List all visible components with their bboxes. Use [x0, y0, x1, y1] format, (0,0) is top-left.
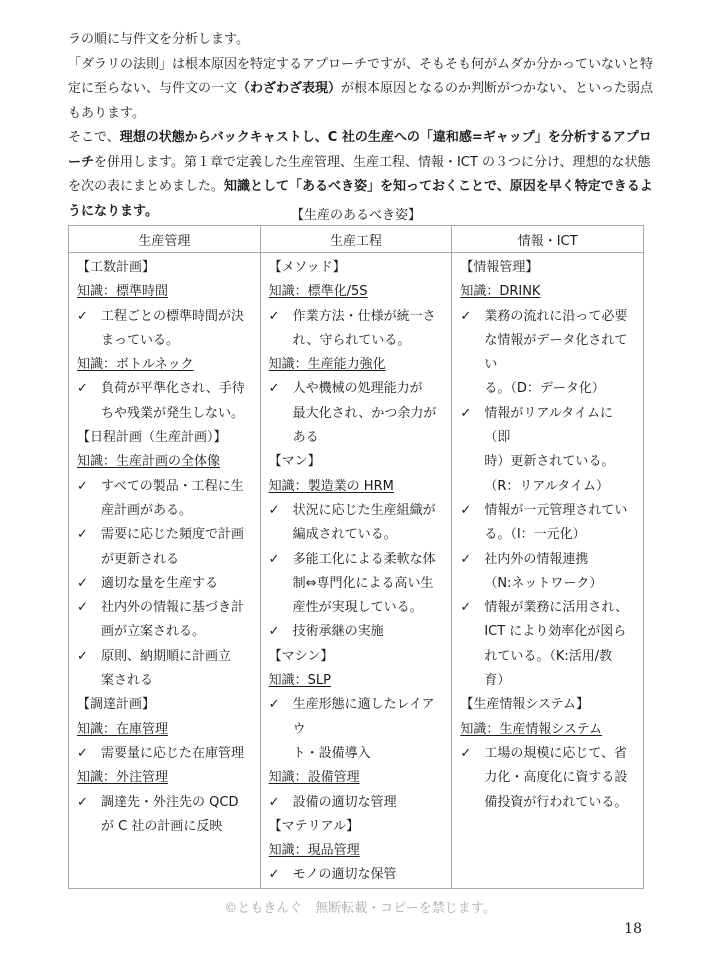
check-icon: ✓ [77, 575, 88, 591]
column-information-ict [452, 253, 644, 889]
checklist-line: 備投資が行われている。 [484, 794, 628, 810]
knowledge-label: 知識：SLP [268, 673, 331, 689]
checklist-text [484, 402, 636, 499]
checklist-line: 情報が一元管理されてい [484, 502, 628, 518]
checklist-item [269, 863, 445, 887]
check-icon: ✓ [268, 308, 280, 324]
checklist-text [293, 693, 445, 766]
checklist-text [293, 305, 436, 354]
check-icon: ✓ [268, 381, 280, 397]
checklist-line: 作業方法・仕様が統一さ [292, 308, 436, 324]
checklist-text [293, 620, 384, 644]
knowledge-label: 知識：設備管理 [268, 770, 360, 786]
checklist-line: ある [292, 430, 319, 446]
knowledge-label: 知識：DRINK [460, 284, 541, 300]
checklist-line: ト・設備導入 [292, 745, 371, 761]
knowledge-label: 知識：製造業の HRM [268, 478, 394, 494]
check-icon: ✓ [77, 381, 88, 397]
checklist-item [269, 620, 445, 644]
check-icon: ✓ [77, 308, 88, 324]
check-icon: ✓ [77, 478, 88, 494]
checklist-line: 人や機械の処理能力が [292, 381, 423, 397]
section-heading: 【情報管理】 [460, 260, 539, 275]
intro-p2-bold-2: 知識として「あるべき姿」を知っておくことで、原因を早く特定できるようになります。 [68, 179, 653, 219]
checklist-line: れ、守られている。 [292, 332, 411, 348]
checklist-line: 社内外の情報連携 [484, 551, 589, 567]
checklist-text [101, 645, 231, 694]
checklist-item [77, 377, 253, 426]
checklist-line: 原則、納期順に計画立 [101, 648, 232, 664]
checklist-line: 産計画がある。 [101, 502, 193, 518]
intro-paragraph-1 [68, 53, 658, 127]
checklist-line: 最大化され、かつ余力が [292, 405, 437, 421]
intro-p2-c: を併用します。第１章で定義した生産管理、生産工程、情報・ICT の３つに分け、理想的な状態を次の表にまとめました。 [68, 154, 651, 194]
checklist-item [269, 377, 445, 450]
checklist-item [460, 305, 636, 402]
checklist-text [101, 572, 218, 596]
knowledge-label: 知識：標準時間 [77, 284, 169, 300]
checklist-text [101, 377, 245, 426]
page-number: 18 [624, 921, 642, 937]
checklist-item [269, 791, 445, 815]
checklist-item [77, 596, 253, 645]
check-icon: ✓ [268, 697, 280, 713]
checklist-line: 情報が業務に活用され、 [484, 600, 629, 616]
intro-p1-c: が根本原因となるのか判断がつかない、といった弱点もあります。 [68, 81, 654, 121]
checklist-line: 工場の規模に応じて、省 [484, 745, 628, 761]
checklist-text [101, 475, 244, 524]
check-icon: ✓ [460, 308, 472, 324]
checklist-line: れている。（K:活用/教 [484, 648, 613, 664]
checklist-line: 多能工化による柔軟な体 [292, 551, 436, 567]
header-production-process: 生産工程 [260, 226, 452, 253]
checklist-text [293, 863, 397, 887]
checklist-item [269, 693, 445, 766]
checklist-item [269, 305, 445, 354]
checklist-line: 状況に応じた生産組織が [292, 502, 436, 518]
table-body-row [69, 253, 644, 889]
checklist-text [484, 499, 627, 548]
checklist-text [293, 499, 436, 548]
checklist-line: が更新される [101, 551, 180, 567]
checklist-text [101, 305, 244, 354]
check-icon: ✓ [77, 648, 88, 664]
checklist-text [101, 791, 238, 840]
section-heading: 【日程計画（生産計画）】 [77, 430, 227, 446]
checklist-line: ICT により効率化が図ら [484, 624, 627, 640]
checklist-line: 社内外の情報に基づき計 [101, 600, 245, 616]
checklist-line: 力化・高度化に資する設 [484, 770, 628, 786]
intro-text [68, 28, 658, 224]
checklist-text [101, 596, 244, 645]
checklist-text [293, 791, 397, 815]
checklist-item [269, 499, 445, 548]
check-icon: ✓ [460, 551, 472, 567]
checklist-line: ちや残業が発生しない。 [101, 405, 245, 421]
checklist-item [460, 499, 636, 548]
check-icon: ✓ [268, 624, 280, 640]
intro-line1: ラの順に与件文を分析します。 [68, 32, 249, 47]
checklist-item [77, 305, 253, 354]
checklist-line: 工程ごとの標準時間が決 [101, 308, 245, 324]
checklist-line: 編成されている。 [292, 527, 397, 543]
intro-p1-bold: （わざわざ表現） [237, 81, 342, 96]
checklist-text [484, 742, 627, 815]
checklist-text [293, 377, 437, 450]
knowledge-label: 知識：ボトルネック [77, 357, 194, 373]
knowledge-label: 知識：在庫管理 [77, 721, 169, 737]
checklist-line: 育） [484, 673, 511, 689]
checklist-item [269, 548, 445, 621]
check-icon: ✓ [268, 794, 280, 810]
checklist-line: まっている。 [101, 332, 180, 348]
check-icon: ✓ [460, 502, 472, 518]
check-icon: ✓ [460, 745, 472, 761]
knowledge-label: 知識：生産情報システム [460, 721, 603, 737]
check-icon: ✓ [77, 794, 88, 810]
intro-p2-bold: 理想の状態からバックキャストし、C 社の生産への「違和感=ギャップ」を分析するアプローチ [68, 130, 652, 170]
section-heading: 【マテリアル】 [268, 818, 360, 834]
section-heading: 【調達計画】 [77, 697, 156, 713]
checklist-text [484, 596, 628, 693]
checklist-line: 時）更新されている。 [484, 454, 615, 470]
column-production-management [69, 253, 261, 889]
table-header-row [69, 226, 644, 253]
checklist-item [77, 791, 253, 840]
checklist-line: （R：リアルタイム） [484, 478, 610, 494]
checklist-line: 画が立案される。 [101, 624, 206, 640]
checklist-line: が C 社の計画に反映 [101, 818, 223, 834]
checklist-text [101, 523, 244, 572]
checklist-item [77, 572, 253, 596]
checklist-line: 産性が実現している。 [292, 600, 423, 616]
checklist-line: 制⇔専門化による高い生 [292, 575, 434, 591]
check-icon: ✓ [77, 600, 88, 616]
checklist-item [460, 402, 636, 499]
checklist-item [77, 475, 253, 524]
check-icon: ✓ [268, 551, 280, 567]
section-heading: 【メソッド】 [268, 260, 346, 275]
checklist-line: 案される [101, 673, 154, 689]
check-icon: ✓ [77, 745, 88, 761]
intro-p2-a: そこで、 [68, 130, 120, 145]
knowledge-label: 知識：外注管理 [77, 770, 169, 786]
checklist-line: 業務の流れに沿って必要 [484, 308, 628, 324]
checklist-line: る。（D：データ化） [484, 381, 605, 397]
checklist-line: 調達先・外注先の QCD [101, 794, 239, 810]
checklist-text [293, 548, 436, 621]
knowledge-label: 知識：現品管理 [268, 843, 360, 859]
checklist-line: 負荷が平準化され、手待 [101, 381, 245, 397]
checklist-item [460, 596, 636, 693]
checklist-line: 需要量に応じた在庫管理 [101, 745, 245, 761]
checklist-line: な情報がデータ化されてい [484, 332, 628, 373]
checklist-line: 生産形態に適したレイアウ [292, 697, 435, 737]
checklist-line: 技術承継の実施 [292, 624, 384, 640]
check-icon: ✓ [77, 527, 88, 543]
knowledge-label: 知識：生産計画の全体像 [77, 454, 221, 470]
check-icon: ✓ [268, 502, 280, 518]
section-heading: 【マシン】 [268, 648, 334, 664]
checklist-line: （N:ネットワーク） [484, 575, 603, 591]
check-icon: ✓ [460, 600, 472, 616]
knowledge-label: 知識：生産能力強化 [268, 357, 386, 373]
knowledge-label: 知識：標準化/5S [268, 284, 368, 300]
checklist-line: 需要に応じた頻度で計画 [101, 527, 245, 543]
ideal-production-table [68, 225, 644, 889]
checklist-item [77, 742, 253, 766]
section-heading: 【生産情報システム】 [460, 697, 590, 713]
section-heading: 【マン】 [268, 454, 321, 470]
checklist-item [77, 523, 253, 572]
copyright-notice: ©ともきんぐ 無断転載・コピーを禁じます。 [224, 901, 496, 916]
checklist-text [101, 742, 244, 766]
header-production-management: 生産管理 [69, 226, 261, 253]
section-heading: 【工数計画】 [77, 260, 156, 275]
check-icon: ✓ [460, 405, 472, 421]
check-icon: ✓ [268, 867, 280, 883]
checklist-line: すべての製品・工程に生 [101, 478, 244, 494]
table-caption: 【生産のあるべき姿】 [290, 208, 421, 223]
checklist-line: る。（I：一元化） [484, 527, 586, 543]
intro-p1-a: 「ダラリの法則」は根本原因を特定するアプローチですが、そもそも何がムダか分かっていないと特定に至らない、与件文の一文 [68, 56, 654, 96]
checklist-item [77, 645, 253, 694]
checklist-line: 適切な量を生産する [101, 575, 219, 591]
checklist-line: 設備の適切な管理 [292, 794, 397, 810]
checklist-line: モノの適切な保管 [292, 867, 397, 883]
column-production-process [260, 253, 452, 889]
header-information-ict: 情報・ICT [452, 226, 644, 253]
checklist-text [484, 305, 636, 402]
checklist-item [460, 548, 636, 597]
checklist-text [484, 548, 602, 597]
checklist-line: 情報がリアルタイムに（即 [484, 405, 614, 446]
checklist-item [460, 742, 636, 815]
